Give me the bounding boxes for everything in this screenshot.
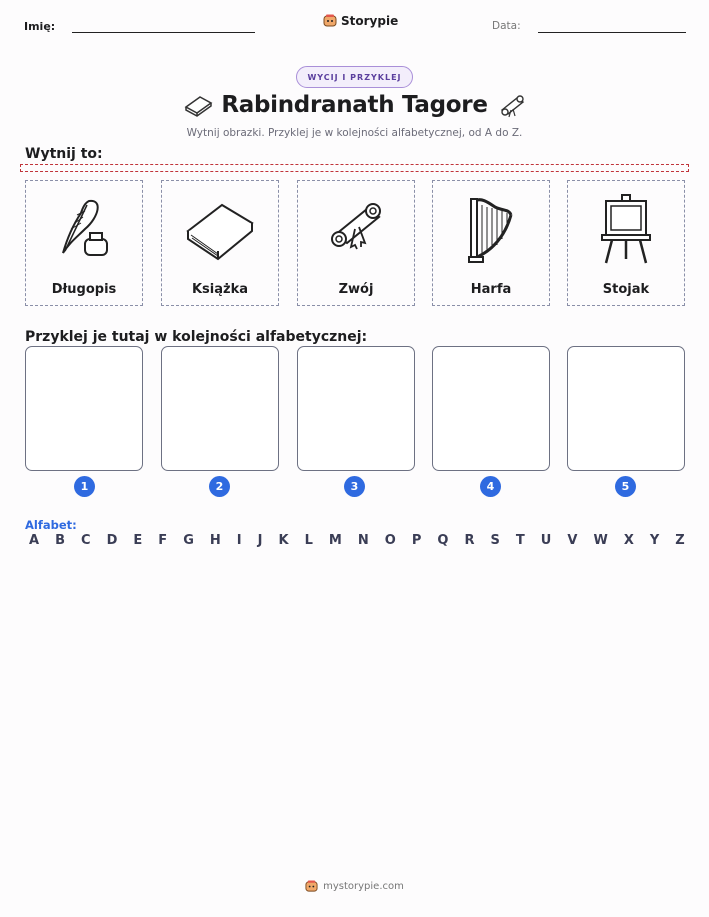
alphabet-letter: C — [81, 533, 91, 548]
card-label: Zwój — [338, 282, 374, 297]
brand-name: Storypie — [341, 14, 399, 28]
paste-slot-5[interactable] — [567, 346, 685, 471]
footer — [0, 880, 709, 893]
alphabet-letter: O — [384, 533, 396, 548]
cut-line — [20, 164, 689, 172]
alphabet-letter: Z — [675, 533, 685, 548]
slot-number: 5 — [615, 476, 636, 497]
date-label: Data: — [492, 20, 521, 32]
alphabet-letter: F — [158, 533, 168, 548]
alphabet-letter: L — [304, 533, 313, 548]
alphabet-letter: S — [490, 533, 500, 548]
cut-card-4[interactable] — [432, 180, 550, 306]
card-label: Książka — [191, 282, 249, 297]
alphabet-letter: D — [106, 533, 118, 548]
alphabet-letter: J — [257, 533, 263, 548]
name-line[interactable] — [72, 32, 255, 33]
alphabet-letter: Y — [649, 533, 660, 548]
name-label: Imię: — [24, 20, 56, 33]
harp-icon — [461, 193, 521, 267]
instructions: Wytnij obrazki. Przyklej je w kolejności alfabetycznej, od A do Z. — [186, 127, 523, 139]
slot-number: 3 — [344, 476, 365, 497]
alphabet-letter: B — [55, 533, 65, 548]
paste-slot-4[interactable] — [432, 346, 550, 471]
brand-logo — [323, 14, 398, 28]
scroll-icon — [497, 93, 529, 119]
book-icon — [182, 195, 258, 265]
paste-slot-2[interactable] — [161, 346, 279, 471]
cut-heading: Wytnij to: — [25, 146, 103, 162]
cut-card-2[interactable] — [161, 180, 279, 306]
storypie-mascot-icon — [305, 880, 318, 893]
alphabet-letter: A — [29, 533, 40, 548]
alphabet-letter: W — [593, 533, 608, 548]
scroll-icon — [321, 195, 391, 265]
storypie-mascot-icon — [323, 14, 337, 28]
slot-number: 2 — [209, 476, 230, 497]
paste-heading: Przyklej je tutaj w kolejności alfabetycznej: — [25, 329, 368, 345]
easel-icon — [596, 193, 656, 267]
cut-card-5[interactable] — [567, 180, 685, 306]
alphabet-letter: P — [411, 533, 422, 548]
card-label: Długopis — [51, 282, 117, 297]
card-label: Harfa — [470, 282, 512, 297]
card-label: Stojak — [602, 282, 650, 297]
page-title: Rabindranath Tagore — [221, 92, 488, 118]
alphabet-letter: U — [540, 533, 552, 548]
alphabet-letter: M — [328, 533, 342, 548]
activity-badge: WYCIJ I PRZYKLEJ — [296, 66, 413, 88]
paste-slot-3[interactable] — [297, 346, 415, 471]
alphabet-letter: H — [209, 533, 221, 548]
footer-url: mystorypie.com — [323, 881, 404, 892]
alphabet-letter: G — [183, 533, 194, 548]
paste-slot-1[interactable] — [25, 346, 143, 471]
alphabet-letter: I — [236, 533, 242, 548]
alphabet-letter: E — [133, 533, 143, 548]
slot-number: 4 — [480, 476, 501, 497]
alphabet-letter: N — [357, 533, 369, 548]
alphabet-letter: T — [515, 533, 525, 548]
slot-number: 1 — [74, 476, 95, 497]
cut-card-3[interactable] — [297, 180, 415, 306]
cut-card-1[interactable] — [25, 180, 143, 306]
alphabet-letter: K — [278, 533, 289, 548]
alphabet-letter: R — [464, 533, 475, 548]
alphabet-row — [29, 533, 685, 548]
quill-ink-icon — [49, 195, 119, 265]
alphabet-letter: Q — [437, 533, 449, 548]
alphabet-label: Alfabet: — [25, 518, 77, 532]
alphabet-letter: X — [623, 533, 634, 548]
date-line[interactable] — [538, 32, 686, 33]
alphabet-letter: V — [567, 533, 578, 548]
